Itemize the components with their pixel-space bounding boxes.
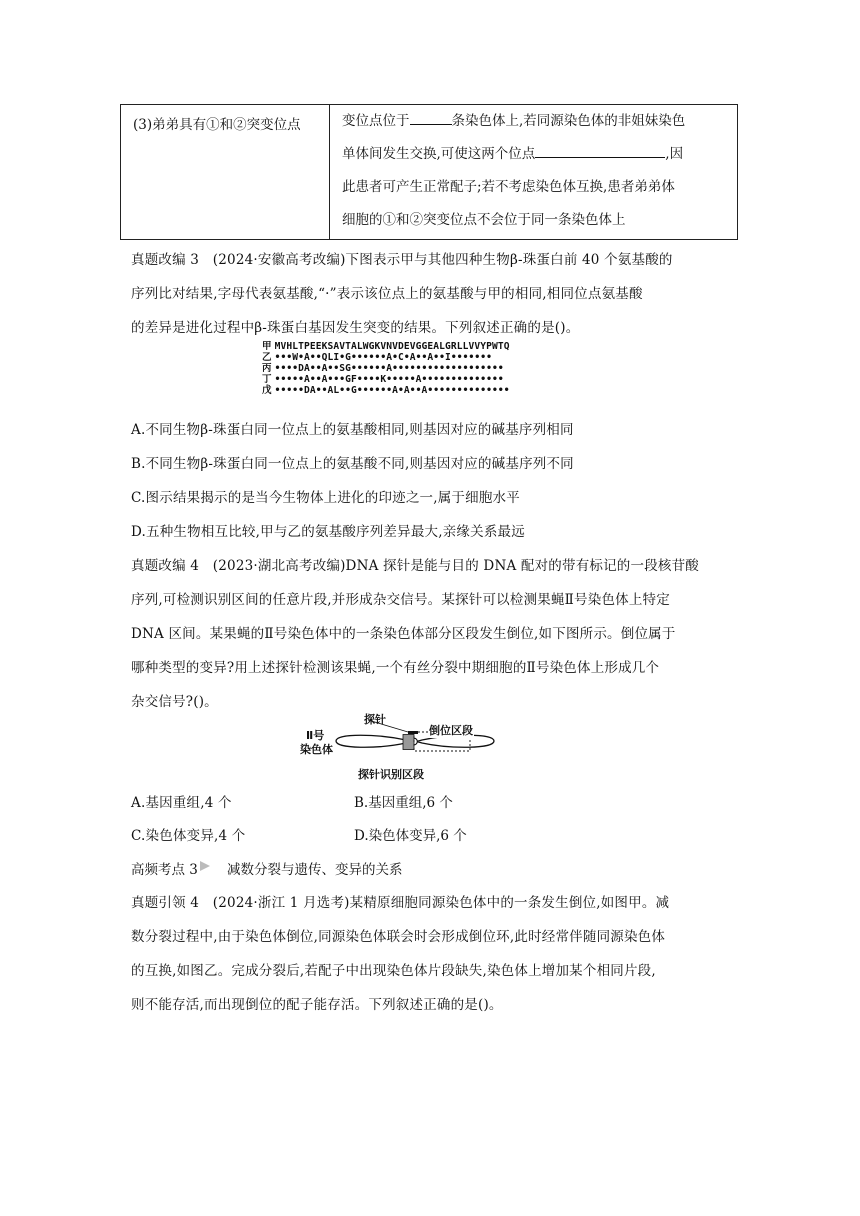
- q4-line-2: 序列,可检测识别区间的任意片段,并形成杂交信号。某探针可以检测果蝇Ⅱ号染色体上特定: [131, 592, 670, 608]
- seq-row-ding: 丁 •••••A••A•••GF••••K•••••A••••••••••••••: [262, 374, 504, 385]
- q4-option-c: C.染色体变异,4 个: [131, 828, 246, 844]
- sequence-alignment-figure: [262, 341, 510, 396]
- chromosome-figure: [288, 711, 528, 783]
- chromosome-label-2: 染色体: [300, 743, 333, 756]
- q3-line-2: 序列比对结果,字母代表氨基酸,“·”表示该位点上的氨基酸与甲的相同,相同位点氨基酸: [131, 286, 643, 302]
- probe-mark: [408, 731, 418, 734]
- q3-option-c: C.图示结果揭示的是当今生物体上进化的印迹之一,属于细胞水平: [131, 490, 520, 506]
- seq-row-yi: 乙 •••W•A••QLI•G••••••A•C•A••A••I•••••••: [262, 352, 493, 363]
- q4-option-d: D.染色体变异,6 个: [354, 828, 467, 844]
- seq-row-bing: 丙 ••••DA••A••SG••••••A•••••••••••••••••••: [262, 363, 504, 374]
- table-r2b: ,因: [665, 146, 684, 162]
- seq-row-wu: 戊 •••••DA••AL••G••••••A•A••A••••••••••••••: [262, 385, 510, 396]
- chromosome-label-1: Ⅱ号: [306, 729, 325, 742]
- q4-option-a: A.基因重组,4 个: [131, 795, 232, 811]
- q4-option-b: B.基因重组,6 个: [354, 795, 453, 811]
- arrow-icon: [199, 860, 211, 872]
- inversion-label: 倒位区段: [429, 724, 473, 737]
- q3-option-a: A.不同生物β-珠蛋白同一位点上的氨基酸相同,则基因对应的碱基序列相同: [131, 422, 574, 438]
- table-r2a: 单体间发生交换,可使这两个位点: [342, 146, 536, 162]
- q4-line-4: 哪种类型的变异?用上述探针检测该果蝇,一个有丝分裂中期细胞的Ⅱ号染色体上形成几个: [131, 660, 660, 676]
- answer-table: [120, 104, 738, 240]
- lead4-line-3: 的互换,如图乙。完成分裂后,若配子中出现染色体片段缺失,染色体上增加某个相同片段,: [131, 963, 656, 979]
- table-r1b: 条染色体上,若同源染色体的非姐妹染色: [451, 113, 686, 129]
- q3-option-d: D.五种生物相互比较,甲与乙的氨基酸序列差异最大,亲缘关系最远: [131, 524, 525, 540]
- q4-line-1: 真题改编 4 (2023·湖北高考改编)DNA 探针是能与目的 DNA 配对的带有标记的一段核苷酸: [131, 558, 700, 574]
- table-r1a: 变位点位于: [342, 113, 410, 129]
- q3-line-1: 真题改编 3 (2024·安徽高考改编)下图表示甲与其他四种生物β-珠蛋白前 40 个氨基酸的: [131, 252, 673, 268]
- section-label: 高频考点 3: [131, 862, 198, 878]
- q3-line-3: 的差异是进化过程中β-珠蛋白基因发生突变的结果。下列叙述正确的是()。: [131, 320, 580, 336]
- lead4-line-1: 真题引领 4 (2024·浙江 1 月选考)某精原细胞同源染色体中的一条发生倒位,如图甲。减: [131, 895, 670, 911]
- lead4-line-2: 数分裂过程中,由于染色体倒位,同源染色体联会时会形成倒位环,此时经常伴随同源染色体: [131, 929, 666, 945]
- answer-blank-2: [535, 145, 665, 158]
- table-r3: 此患者可产生正常配子;若不考虑染色体互换,患者弟弟体: [342, 179, 675, 195]
- probe-region-box: [403, 735, 414, 750]
- probe-region-label: 探针识别区段: [358, 768, 424, 781]
- probe-label: 探针: [364, 713, 386, 726]
- lead4-line-4: 则不能存活,而出现倒位的配子能存活。下列叙述正确的是()。: [131, 997, 503, 1013]
- table-left-cell: [121, 105, 330, 240]
- table-right-cell: [330, 105, 738, 240]
- q4-line-5: 杂交信号?()。: [131, 694, 218, 710]
- section-title: 减数分裂与遗传、变异的关系: [227, 862, 403, 878]
- answer-blank-1: [410, 112, 452, 125]
- q4-line-3: DNA 区间。某果蝇的Ⅱ号染色体中的一条染色体部分区段发生倒位,如下图所示。倒位属于: [131, 626, 676, 642]
- seq-row-jia: 甲 MVHLTPEEKSAVTALWGKVNVDEVGGEALGRLLVVYPWTQ: [262, 341, 510, 352]
- table-left-text: (3)弟弟具有①和②突变位点: [133, 117, 301, 133]
- table-r4: 细胞的①和②突变位点不会位于同一条染色体上: [342, 212, 626, 228]
- q3-option-b: B.不同生物β-珠蛋白同一位点上的氨基酸不同,则基因对应的碱基序列不同: [131, 456, 574, 472]
